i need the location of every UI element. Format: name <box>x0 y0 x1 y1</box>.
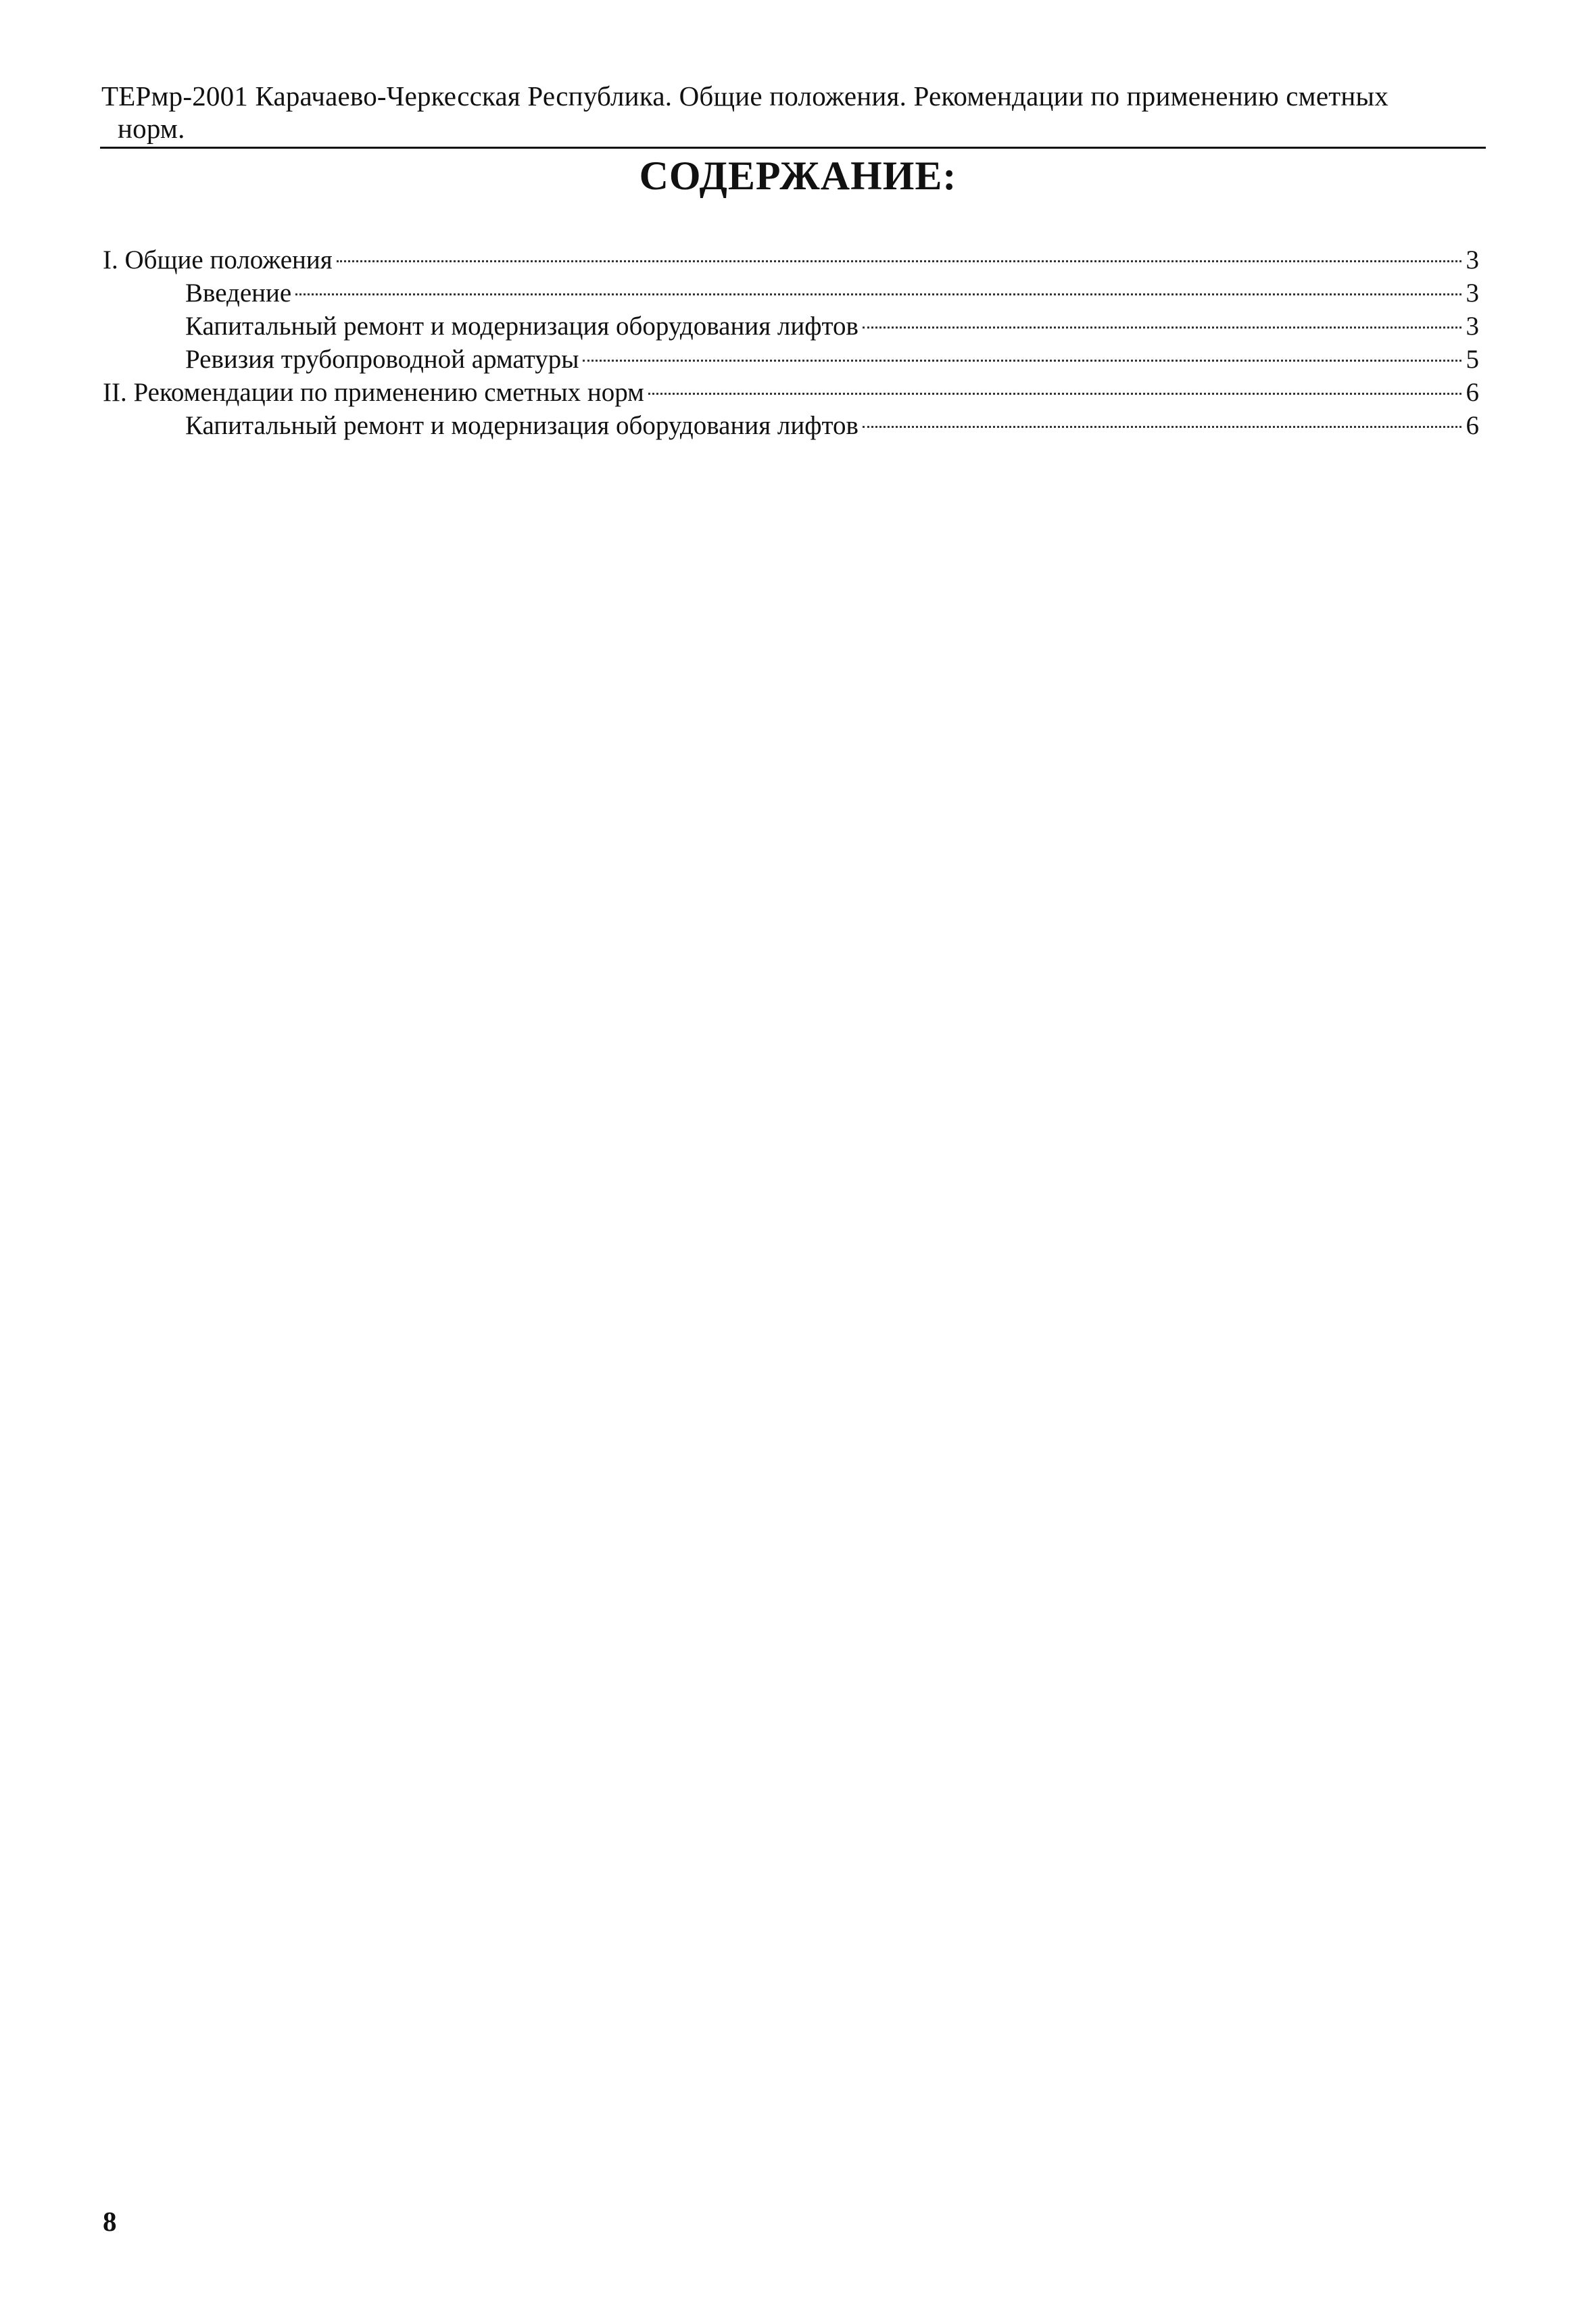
toc-dot-leader <box>337 260 1461 262</box>
running-header <box>101 80 1474 145</box>
toc-entry-label: II. Рекомендации по применению сметных норм <box>103 378 644 407</box>
toc-dot-leader <box>583 360 1461 362</box>
toc-entry[interactable] <box>103 243 1479 276</box>
toc-entry-label: Ревизия трубопроводной арматуры <box>185 345 579 374</box>
toc-entry[interactable] <box>103 409 1479 442</box>
toc-title: СОДЕРЖАНИЕ: <box>639 153 957 198</box>
table-of-contents <box>103 243 1479 442</box>
running-header-line-1: ТЕРмр-2001 Карачаево-Черкесская Республика. Общие положения. Рекомендации по применению сметных <box>101 80 1388 112</box>
toc-entry-page: 6 <box>1466 411 1479 440</box>
toc-entry-label: Введение <box>185 279 292 308</box>
toc-entry[interactable] <box>103 343 1479 376</box>
toc-entry-page: 5 <box>1466 345 1479 374</box>
header-divider <box>100 147 1486 149</box>
running-header-line-2: норм. <box>118 113 185 144</box>
toc-entry-label: I. Общие положения <box>103 245 333 274</box>
toc-entry-page: 6 <box>1466 378 1479 407</box>
toc-entry-page: 3 <box>1466 279 1479 308</box>
toc-entry-label: Капитальный ремонт и модернизация оборудования лифтов <box>185 411 859 440</box>
toc-dot-leader <box>863 327 1461 329</box>
toc-dot-leader <box>863 426 1461 428</box>
toc-entry-label: Капитальный ремонт и модернизация оборудования лифтов <box>185 312 859 341</box>
toc-entry[interactable] <box>103 310 1479 343</box>
toc-entry-page: 3 <box>1466 245 1479 274</box>
toc-entry[interactable] <box>103 276 1479 310</box>
toc-entry-page: 3 <box>1466 312 1479 341</box>
toc-entry[interactable] <box>103 376 1479 409</box>
page-number: 8 <box>103 2206 117 2237</box>
toc-dot-leader <box>648 393 1461 395</box>
toc-dot-leader <box>295 293 1461 295</box>
